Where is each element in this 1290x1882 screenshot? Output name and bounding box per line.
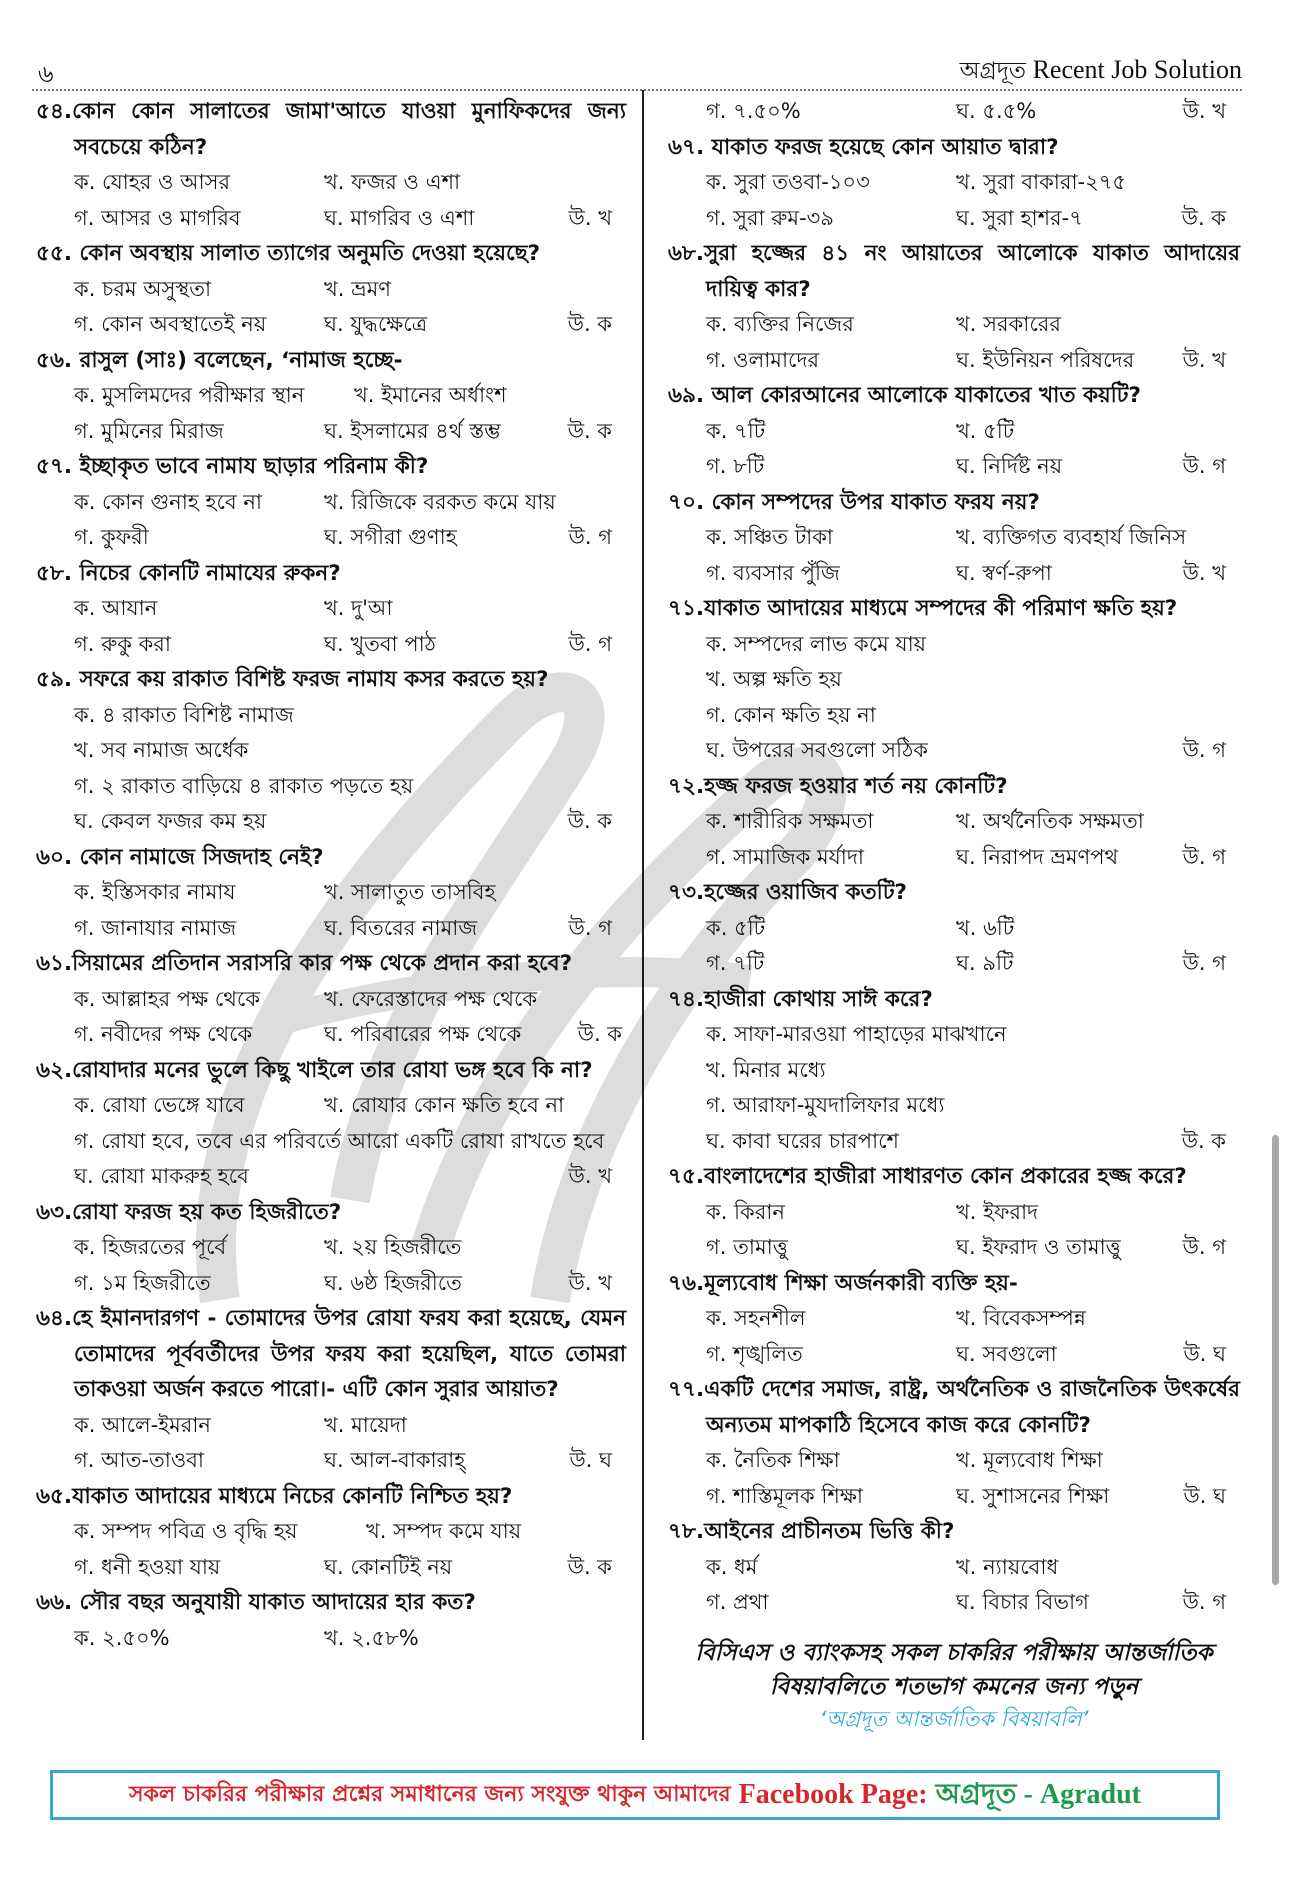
option-b: খ. ফেরেস্তাদের পক্ষ থেকে xyxy=(324,986,538,1011)
option-b: খ. ইমানের অর্ধাংশ xyxy=(354,383,507,407)
answer: উ. ক xyxy=(567,312,612,336)
answer: উ. ক xyxy=(1181,205,1226,230)
footer-page-name[interactable]: অগ্রদূত - Agradut xyxy=(935,1778,1141,1810)
option-c: গ. ওলামাদের xyxy=(706,347,820,372)
question-text: ৭০. কোন সম্পদের উপর যাকাত ফরয নয়? xyxy=(668,489,1040,515)
question-67 xyxy=(668,130,1240,237)
question-text: ৬৬. সৌর বছর অনুযায়ী যাকাত আদায়ের হার কত? xyxy=(36,1590,476,1615)
answer: উ. গ xyxy=(1182,738,1226,762)
question-text: ৫৭. ইচ্ছাকৃত ভাবে নামায ছাড়ার পরিনাম কী? xyxy=(36,454,429,479)
option-b: খ. ২য় হিজরীতে xyxy=(324,1235,462,1259)
answer: উ. গ xyxy=(1182,951,1226,975)
question-text: ৭৮.আইনের প্রাচীনতম ভিত্তি কী? xyxy=(668,1519,955,1544)
option-c: গ. ৮টি xyxy=(706,454,765,478)
option-b: খ. রোযার কোন ক্ষতি হবে না xyxy=(324,1093,565,1117)
question-75 xyxy=(668,1159,1240,1266)
option-a: ক. ৪ রাকাত বিশিষ্ট নামাজ xyxy=(74,702,294,727)
page-number: ৬ xyxy=(38,60,54,88)
answer: উ. ক xyxy=(1181,1128,1226,1153)
option-c: গ. ১ম হিজরীতে xyxy=(74,1270,211,1295)
question-72 xyxy=(668,769,1240,876)
question-78 xyxy=(668,1514,1240,1621)
question-66-continued xyxy=(668,94,1240,130)
question-63 xyxy=(36,1195,626,1302)
question-77 xyxy=(668,1372,1240,1514)
option-d: ঘ. বিচার বিভাগ xyxy=(956,1590,1089,1614)
option-d: ঘ. খুতবা পাঠ xyxy=(324,631,436,656)
option-d: ঘ. পরিবারের পক্ষ থেকে xyxy=(324,1022,522,1046)
answer: উ. ঘ xyxy=(1183,1341,1226,1366)
scrollbar-thumb[interactable] xyxy=(1272,1135,1279,1585)
option-a: ক. কোন গুনাহ হবে না xyxy=(74,489,262,514)
option-b: খ. অল্প ক্ষতি হয় xyxy=(706,667,842,691)
option-a: ক. ব্যক্তির নিজের xyxy=(706,312,854,336)
question-62 xyxy=(36,1053,626,1195)
question-65 xyxy=(36,1479,626,1586)
option-c: গ. কোন ক্ষতি হয় না xyxy=(706,702,876,727)
question-text: ৭৪.হাজীরা কোথায় সাঈ করে? xyxy=(668,986,933,1012)
option-a: ক. সাফা-মারওয়া পাহাড়ের মাঝখানে xyxy=(706,1022,1007,1046)
footer-facebook-label: Facebook Page: xyxy=(738,1779,928,1810)
question-76 xyxy=(668,1266,1240,1373)
question-64 xyxy=(36,1301,626,1479)
option-b: খ. সুরা বাকারা-২৭৫ xyxy=(956,170,1127,194)
answer: উ. গ xyxy=(1182,1235,1226,1259)
brand-title xyxy=(960,52,1242,91)
option-a: ক. ৭টি xyxy=(706,418,766,443)
option-d: ঘ. ৫.৫% xyxy=(956,99,1037,123)
option-c: গ. কুফরী xyxy=(74,525,149,549)
column-divider xyxy=(642,90,644,1740)
answer: উ. গ xyxy=(1182,454,1226,478)
question-text: ৭৩.হজ্জের ওয়াজিব কতটি? xyxy=(668,880,908,905)
option-d: ঘ. মাগরিব ও এশা xyxy=(324,205,475,230)
option-a: ক. শারীরিক সক্ষমতা xyxy=(706,809,874,833)
option-b: খ. ইফরাদ xyxy=(956,1199,1039,1224)
promo-block xyxy=(668,1636,1240,1734)
option-a: ক. কিরান xyxy=(706,1199,785,1224)
option-b: খ. ন্যায়বোধ xyxy=(956,1554,1059,1579)
option-b: খ. সম্পদ কমে যায় xyxy=(366,1519,522,1543)
option-c: গ. শাস্তিমূলক শিক্ষা xyxy=(706,1483,863,1508)
question-61 xyxy=(36,946,626,1053)
option-d: ঘ. কোনটিই নয় xyxy=(324,1554,453,1579)
right-column xyxy=(668,94,1240,1621)
option-a: ক. আল্লাহর পক্ষ থেকে xyxy=(74,986,261,1011)
question-text: ৬৫.যাকাত আদায়ের মাধ্যমে নিচের কোনটি নিশ্চিত হয়? xyxy=(36,1483,513,1509)
question-text: ৬২.রোযাদার মনের ভুলে কিছু খাইলে তার রোযা ভঙ্গ হবে কি না? xyxy=(36,1057,593,1083)
answer: উ. খ xyxy=(568,205,612,230)
answer: উ. গ xyxy=(1182,1590,1226,1614)
answer: উ. খ xyxy=(1182,560,1226,585)
option-c: গ. শৃঙ্খলিত xyxy=(706,1341,803,1366)
option-c: গ. সামাজিক মর্যাদা xyxy=(706,844,864,869)
option-c: গ. জানাযার নামাজ xyxy=(74,915,237,940)
answer: উ. ঘ xyxy=(569,1448,612,1472)
option-b: খ. ২.৫৮% xyxy=(324,1625,419,1650)
option-b: খ. বিবেকসম্পন্ন xyxy=(956,1306,1086,1330)
option-d: ঘ. সুশাসনের শিক্ষা xyxy=(956,1483,1110,1508)
question-text: ৫৬. রাসুল (সাঃ) বলেছেন, ‘নামাজ হচ্ছে- xyxy=(36,347,403,373)
option-d: ঘ. কেবল ফজর কম হয় xyxy=(74,809,267,833)
option-a: ক. সঞ্চিত টাকা xyxy=(706,525,834,549)
answer: উ. খ xyxy=(568,1270,612,1295)
answer: উ. ক xyxy=(577,1022,622,1046)
option-c: গ. তামাত্তু xyxy=(706,1235,788,1259)
option-b: খ. ভ্রমণ xyxy=(324,276,391,301)
question-text: ৭১.যাকাত আদায়ের মাধ্যমে সম্পদের কী পরিমাণ ক্ষতি হয়? xyxy=(668,596,1178,621)
option-b: খ. সালাতুত তাসবিহ xyxy=(324,880,496,904)
question-text: ৬০. কোন নামাজে সিজদাহ নেই? xyxy=(36,844,324,870)
option-b: খ. মূল্যবোধ শিক্ষা xyxy=(956,1448,1103,1472)
question-66 xyxy=(36,1585,626,1656)
option-a: ক. ২.৫০% xyxy=(74,1625,170,1650)
option-c: গ. নবীদের পক্ষ থেকে xyxy=(74,1022,253,1046)
answer: উ. গ xyxy=(568,525,612,549)
question-73 xyxy=(668,875,1240,982)
option-c: গ. ধনী হওয়া যায় xyxy=(74,1554,221,1579)
option-a: ক. ধর্ম xyxy=(706,1554,758,1579)
option-d: ঘ. নিরাপদ ভ্রমণপথ xyxy=(956,844,1119,869)
question-text: ৬৩.রোযা ফরজ হয় কত হিজরীতে? xyxy=(36,1199,342,1225)
option-c: গ. ৭.৫০% xyxy=(706,99,801,123)
option-c: গ. আত-তাওবা xyxy=(74,1448,205,1472)
promo-book-title: ‘অগ্রদূত আন্তর্জাতিক বিষয়াবলি’ xyxy=(819,1707,1089,1731)
option-d: ঘ. বিতরের নামাজ xyxy=(324,915,478,940)
option-d: ঘ. সুরা হাশর-৭ xyxy=(956,205,1083,230)
question-text: ৬৯. আল কোরআনের আলোকে যাকাতের খাত কয়টি? xyxy=(668,383,1141,408)
question-70 xyxy=(668,485,1240,592)
option-a: ক. আলে-ইমরান xyxy=(74,1412,211,1437)
promo-line-1: বিসিএস ও ব্যাংকসহ সকল চাকরির পরীক্ষায় আন্তর্জাতিক xyxy=(695,1640,1213,1666)
left-column xyxy=(36,94,626,1656)
option-d: ঘ. ইফরাদ ও তামাত্তু xyxy=(956,1235,1121,1259)
option-d: ঘ. উপরের সবগুলো সঠিক xyxy=(706,738,928,762)
question-text: ৬৭. যাকাত ফরজ হয়েছে কোন আয়াত দ্বারা? xyxy=(668,134,1059,160)
option-b: খ. ৫টি xyxy=(956,418,1015,443)
answer: উ. খ xyxy=(568,1164,612,1188)
answer: উ. খ xyxy=(1182,99,1226,123)
footer-text: সকল চাকরির পরীক্ষার প্রশ্নের সমাধানের জন্য সংযুক্ত থাকুন আমাদের xyxy=(129,1781,731,1807)
option-a: ক. সম্পদের লাভ কমে যায় xyxy=(706,631,927,656)
option-b: খ. সব নামাজ অর্ধেক xyxy=(74,738,249,762)
question-55 xyxy=(36,236,626,343)
question-text: ৫৮. নিচের কোনটি নামাযের রুকন? xyxy=(36,560,341,586)
option-c: গ. রোযা হবে, তবে এর পরিবর্তে আরো একটি রোযা রাখতে হবে xyxy=(74,1128,605,1153)
question-54 xyxy=(36,94,626,236)
answer: উ. ঘ xyxy=(1183,1483,1226,1508)
question-text: ৭৬.মূল্যবোধ শিক্ষা অর্জনকারী ব্যক্তি হয়- xyxy=(668,1270,1018,1296)
option-c: গ. কোন অবস্থাতেই নয় xyxy=(74,312,267,336)
question-57 xyxy=(36,449,626,556)
option-a: ক. রোযা ভেঙ্গে যাবে xyxy=(74,1093,245,1117)
answer: উ. ক xyxy=(567,418,612,443)
question-text: ৫৫. কোন অবস্থায় সালাত ত্যাগের অনুমতি দেওয়া হয়েছে? xyxy=(36,241,541,266)
option-a: ক. সহনশীল xyxy=(706,1306,806,1330)
option-d: ঘ. ৯টি xyxy=(956,951,1014,975)
option-b: খ. সরকারের xyxy=(956,312,1061,336)
option-d: ঘ. সগীরা গুণাহ xyxy=(324,525,457,549)
option-d: ঘ. ইউনিয়ন পরিষদের xyxy=(956,347,1135,372)
brand-bn: অগ্রদূত xyxy=(959,58,1027,84)
question-58 xyxy=(36,556,626,663)
question-text: ৬১.সিয়ামের প্রতিদান সরাসরি কার পক্ষ থেকে প্রদান করা হবে? xyxy=(36,951,573,976)
answer: উ. খ xyxy=(1182,347,1226,372)
question-text: ৭৭.একটি দেশের সমাজ, রাষ্ট্র, অর্থনৈতিক ও রাজনৈতিক উৎকর্ষের অন্যতম মাপকাঠি হিসেবে কাজ করে কোনটি? xyxy=(668,1377,1240,1438)
question-71 xyxy=(668,591,1240,769)
option-a: ক. মুসলিমদের পরীক্ষার স্থান xyxy=(74,383,305,407)
option-c: গ. ২ রাকাত বাড়িয়ে ৪ রাকাত পড়তে হয় xyxy=(74,773,414,798)
question-text: ৭২.হজ্জ ফরজ হওয়ার শর্ত নয় কোনটি? xyxy=(668,773,1008,799)
answer: উ. গ xyxy=(568,915,612,940)
option-d: ঘ. কাবা ঘরের চারপাশে xyxy=(706,1128,899,1153)
option-c: গ. রুকু করা xyxy=(74,631,171,656)
option-a: ক. যোহর ও আসর xyxy=(74,170,231,194)
question-text: ৬৮.সুরা হজ্জের ৪১ নং আয়াতের আলোকে যাকাত আদায়ের দায়িত্ব কার? xyxy=(668,241,1240,302)
option-b: খ. ৬টি xyxy=(956,915,1015,940)
option-d: ঘ. আল-বাকারাহ্ xyxy=(324,1448,466,1472)
option-b: খ. মিনার মধ্যে xyxy=(706,1057,826,1082)
option-c: গ. সুরা রুম-৩৯ xyxy=(706,205,834,230)
question-text: ৭৫.বাংলাদেশের হাজীরা সাধারণত কোন প্রকারের হজ্জ করে? xyxy=(668,1164,1187,1189)
option-c: গ. আসর ও মাগরিব xyxy=(74,205,241,230)
option-a: ক. সম্পদ পবিত্র ও বৃদ্ধি হয় xyxy=(74,1519,298,1543)
option-b: খ. মায়েদা xyxy=(324,1412,407,1437)
option-b: খ. দু'আ xyxy=(324,596,393,620)
promo-line-2: বিষয়াবলিতে শতভাগ কমনের জন্য পড়ুন xyxy=(769,1674,1139,1700)
option-a: ক. চরম অসুস্থতা xyxy=(74,276,212,301)
option-d: ঘ. সবগুলো xyxy=(956,1341,1057,1366)
option-a: ক. সুরা তওবা-১০৩ xyxy=(706,170,870,194)
answer: উ. গ xyxy=(1182,844,1226,869)
option-d: ঘ. ইসলামের ৪র্থ স্তম্ভ xyxy=(324,418,501,443)
option-a: ক. হিজরতের পূর্বে xyxy=(74,1235,227,1259)
option-c: গ. মুমিনের মিরাজ xyxy=(74,418,224,443)
brand-en: Recent Job Solution xyxy=(1032,55,1242,84)
option-a: ক. আযান xyxy=(74,596,158,620)
option-b: খ. ব্যক্তিগত ব্যবহার্য জিনিস xyxy=(956,525,1187,549)
header-divider xyxy=(32,89,1242,91)
question-text: ৬৪.হে ইমানদারগণ - তোমাদের উপর রোযা ফরয করা হয়েছে, যেমন তোমাদের পূর্ববর্তীদের উপর ফরয করা হয়েছিল, যাতে তোমরা তাকওয়া অর্জন করতে পারো।- এটি কোন সুরার আয়াত? xyxy=(36,1306,626,1402)
option-b: খ. রিজিকে বরকত কমে যায় xyxy=(324,489,556,514)
option-c: গ. ব্যবসার পুঁজি xyxy=(706,560,840,585)
answer: উ. ক xyxy=(567,809,612,833)
option-d: ঘ. নির্দিষ্ট নয় xyxy=(956,454,1063,478)
option-b: খ. ফজর ও এশা xyxy=(324,170,461,194)
answer: উ. গ xyxy=(568,631,612,656)
question-56 xyxy=(36,343,626,450)
option-b: খ. অর্থনৈতিক সক্ষমতা xyxy=(956,809,1144,833)
question-69 xyxy=(668,378,1240,485)
option-a: ক. নৈতিক শিক্ষা xyxy=(706,1448,840,1472)
option-c: গ. প্রথা xyxy=(706,1590,769,1614)
question-60 xyxy=(36,840,626,947)
option-d: ঘ. যুদ্ধক্ষেত্রে xyxy=(324,312,428,336)
option-d: ঘ. রোযা মাকরুহ হবে xyxy=(74,1164,249,1188)
option-d: ঘ. ৬ষ্ঠ হিজরীতে xyxy=(324,1270,462,1295)
question-text: ৫৯. সফরে কয় রাকাত বিশিষ্ট ফরজ নামায কসর করতে হয়? xyxy=(36,667,549,692)
option-a: ক. ৫টি xyxy=(706,915,766,940)
question-68 xyxy=(668,236,1240,378)
answer: উ. ক xyxy=(567,1554,612,1579)
question-74 xyxy=(668,982,1240,1160)
question-59 xyxy=(36,662,626,840)
option-c: গ. ৭টি xyxy=(706,951,765,975)
question-text: ৫৪.কোন কোন সালাতের জামা'আতে যাওয়া মুনাফিকদের জন্য সবচেয়ে কঠিন? xyxy=(36,99,626,160)
option-d: ঘ. স্বর্ণ-রুপা xyxy=(956,560,1052,585)
option-c: গ. আরাফা-মুযদালিফার মধ্যে xyxy=(706,1093,945,1117)
option-a: ক. ইস্তিসকার নামায xyxy=(74,880,236,904)
footer-banner[interactable] xyxy=(50,1770,1220,1820)
